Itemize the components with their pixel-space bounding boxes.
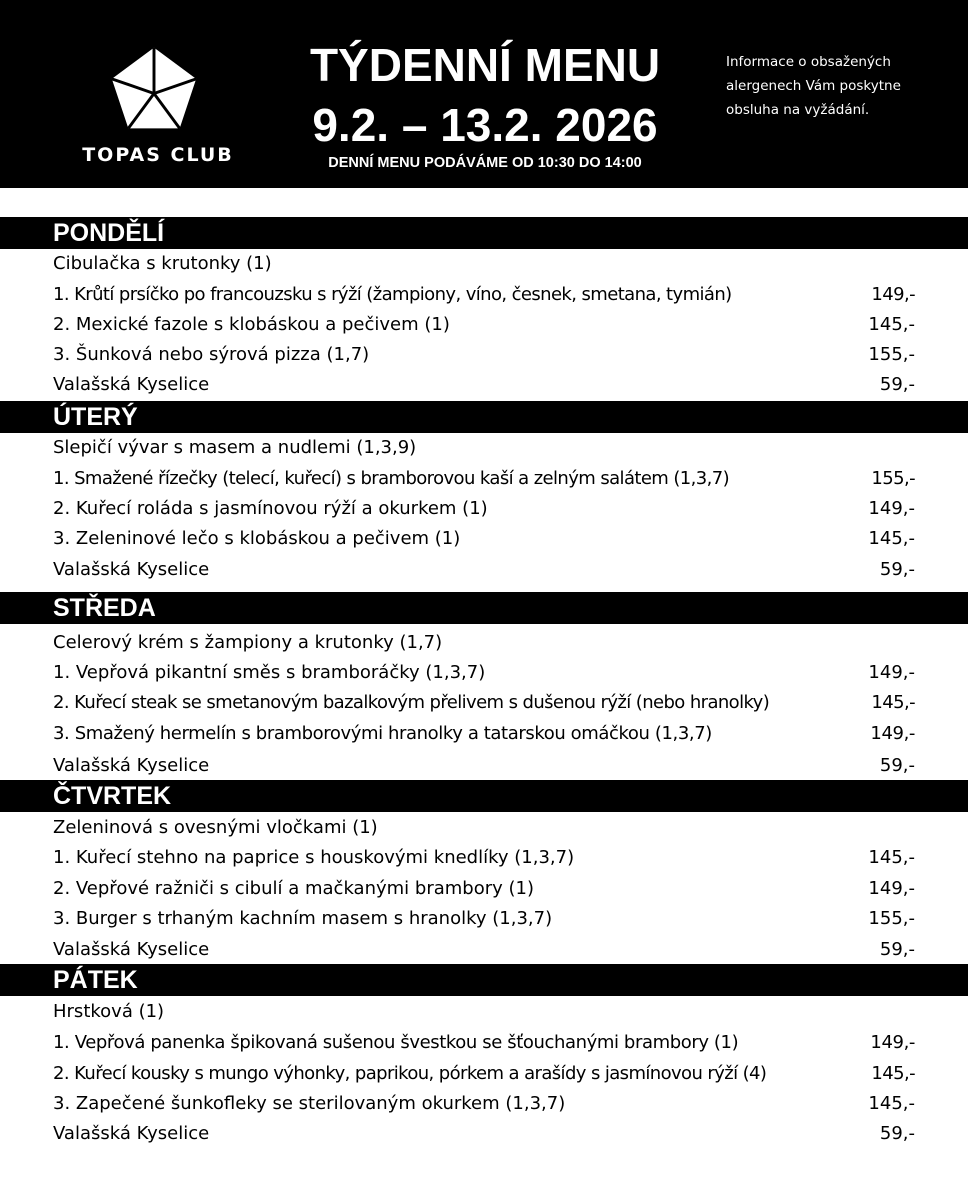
drink-name: Valašská Kyselice [53,374,210,395]
allergen-line: Informace o obsažených [726,54,891,70]
meal-name: 1. Vepřová panenka špikovaná sušenou švestkou se šťouchanými brambory (1) [53,1032,739,1053]
menu-header [0,0,968,188]
meal-price: 145,- [868,314,915,335]
soup-name: Cibulačka s krutonky (1) [53,253,272,274]
meal-row [53,464,915,494]
soup-row [53,433,915,463]
soup-row [53,997,915,1027]
meal-price: 149,- [870,1032,915,1053]
serving-hours: DENNÍ MENU PODÁVÁME OD 10:30 DO 14:00 [328,155,642,171]
meal-price: 149,- [870,723,915,744]
drink-price: 59,- [879,1123,915,1144]
day-name: ČTVRTEK [53,782,172,810]
meal-name: 3. Burger s trhaným kachním masem s hranolky (1,3,7) [53,908,553,929]
logo-text: TOPAS CLUB [82,144,234,166]
meal-row [53,688,915,718]
meal-name: 1. Smažené řízečky (telecí, kuřecí) s bramborovou kaší a zelným salátem (1,3,7) [53,468,730,489]
soup-name: Zeleninová s ovesnými vločkami (1) [53,817,378,838]
topas-club-logo [60,36,260,176]
meal-name: 3. Smažený hermelín s bramborovými hranolky a tatarskou omáčkou (1,3,7) [53,723,712,744]
allergen-line: alergenech Vám poskytne [726,78,901,94]
soup-name: Celerový krém s žampiony a krutonky (1,7) [53,632,443,653]
day-header-wednesday [0,592,968,624]
meal-price: 149,- [868,878,915,899]
day-header-monday [0,217,968,249]
meal-name: 2. Kuřecí steak se smetanovým bazalkovým přelivem s dušenou rýží (nebo hranolky) [53,692,770,713]
meal-name: 1. Kuřecí stehno na paprice s houskovými knedlíky (1,3,7) [53,847,575,868]
drink-row [53,1119,915,1149]
meal-row [53,719,915,749]
drink-price: 59,- [879,559,915,580]
allergen-notice [726,50,956,122]
meal-price: 145,- [868,1093,915,1114]
drink-price: 59,- [879,374,915,395]
meal-row [53,843,915,873]
meal-name: 1. Krůtí prsíčko po francouzsku s rýží (žampiony, víno, česnek, smetana, tymián) [53,284,732,305]
meal-row [53,1089,915,1119]
meal-row [53,874,915,904]
meal-price: 155,- [868,344,915,365]
menu-dates: 9.2. – 13.2. 2026 [312,99,658,151]
meal-price: 155,- [871,468,915,489]
meal-price: 145,- [871,1063,915,1084]
drink-price: 59,- [879,939,915,960]
meal-price: 145,- [868,528,915,549]
meal-name: 3. Zeleninové lečo s klobáskou a pečivem (1) [53,528,461,549]
allergen-line: obsluha na vyžádání. [726,102,870,118]
meal-name: 2. Vepřové ražniči s cibulí a mačkanými brambory (1) [53,878,535,899]
meal-row [53,494,915,524]
drink-name: Valašská Kyselice [53,1123,210,1144]
meal-row [53,340,915,370]
day-header-tuesday [0,401,968,433]
drink-row [53,935,915,965]
drink-name: Valašská Kyselice [53,939,210,960]
soup-row [53,628,915,658]
day-name: PONDĚLÍ [53,219,165,247]
meal-name: 2. Kuřecí roláda s jasmínovou rýží a okurkem (1) [53,498,488,519]
meal-row [53,658,915,688]
drink-name: Valašská Kyselice [53,559,210,580]
meal-price: 155,- [868,908,915,929]
meal-row [53,310,915,340]
meal-name: 3. Zapečené šunkofleky se sterilovaným okurkem (1,3,7) [53,1093,566,1114]
soup-name: Hrstková (1) [53,1001,165,1022]
soup-row [53,249,915,279]
pentagon-logo-icon [108,44,200,132]
meal-row [53,280,915,310]
drink-price: 59,- [879,755,915,776]
day-name: STŘEDA [53,594,156,622]
meal-name: 2. Kuřecí kousky s mungo výhonky, paprikou, pórkem a arašídy s jasmínovou rýží (4) [53,1063,767,1084]
meal-name: 1. Vepřová pikantní směs s bramboráčky (1,3,7) [53,662,486,683]
meal-name: 2. Mexické fazole s klobáskou a pečivem (1) [53,314,450,335]
meal-row [53,1059,915,1089]
day-name: PÁTEK [53,966,138,994]
soup-row [53,813,915,843]
meal-row [53,904,915,934]
meal-row [53,1028,915,1058]
day-header-thursday [0,780,968,812]
meal-price: 149,- [868,498,915,519]
drink-row [53,370,915,400]
day-header-friday [0,964,968,996]
menu-title: TÝDENNÍ MENU [309,39,661,91]
meal-price: 145,- [871,692,915,713]
drink-name: Valašská Kyselice [53,755,210,776]
meal-price: 149,- [868,662,915,683]
meal-price: 145,- [868,847,915,868]
drink-row [53,555,915,585]
meal-name: 3. Šunková nebo sýrová pizza (1,7) [53,344,370,365]
meal-row [53,524,915,554]
day-name: ÚTERÝ [53,403,138,431]
meal-price: 149,- [871,284,915,305]
drink-row [53,751,915,781]
soup-name: Slepičí vývar s masem a nudlemi (1,3,9) [53,437,417,458]
